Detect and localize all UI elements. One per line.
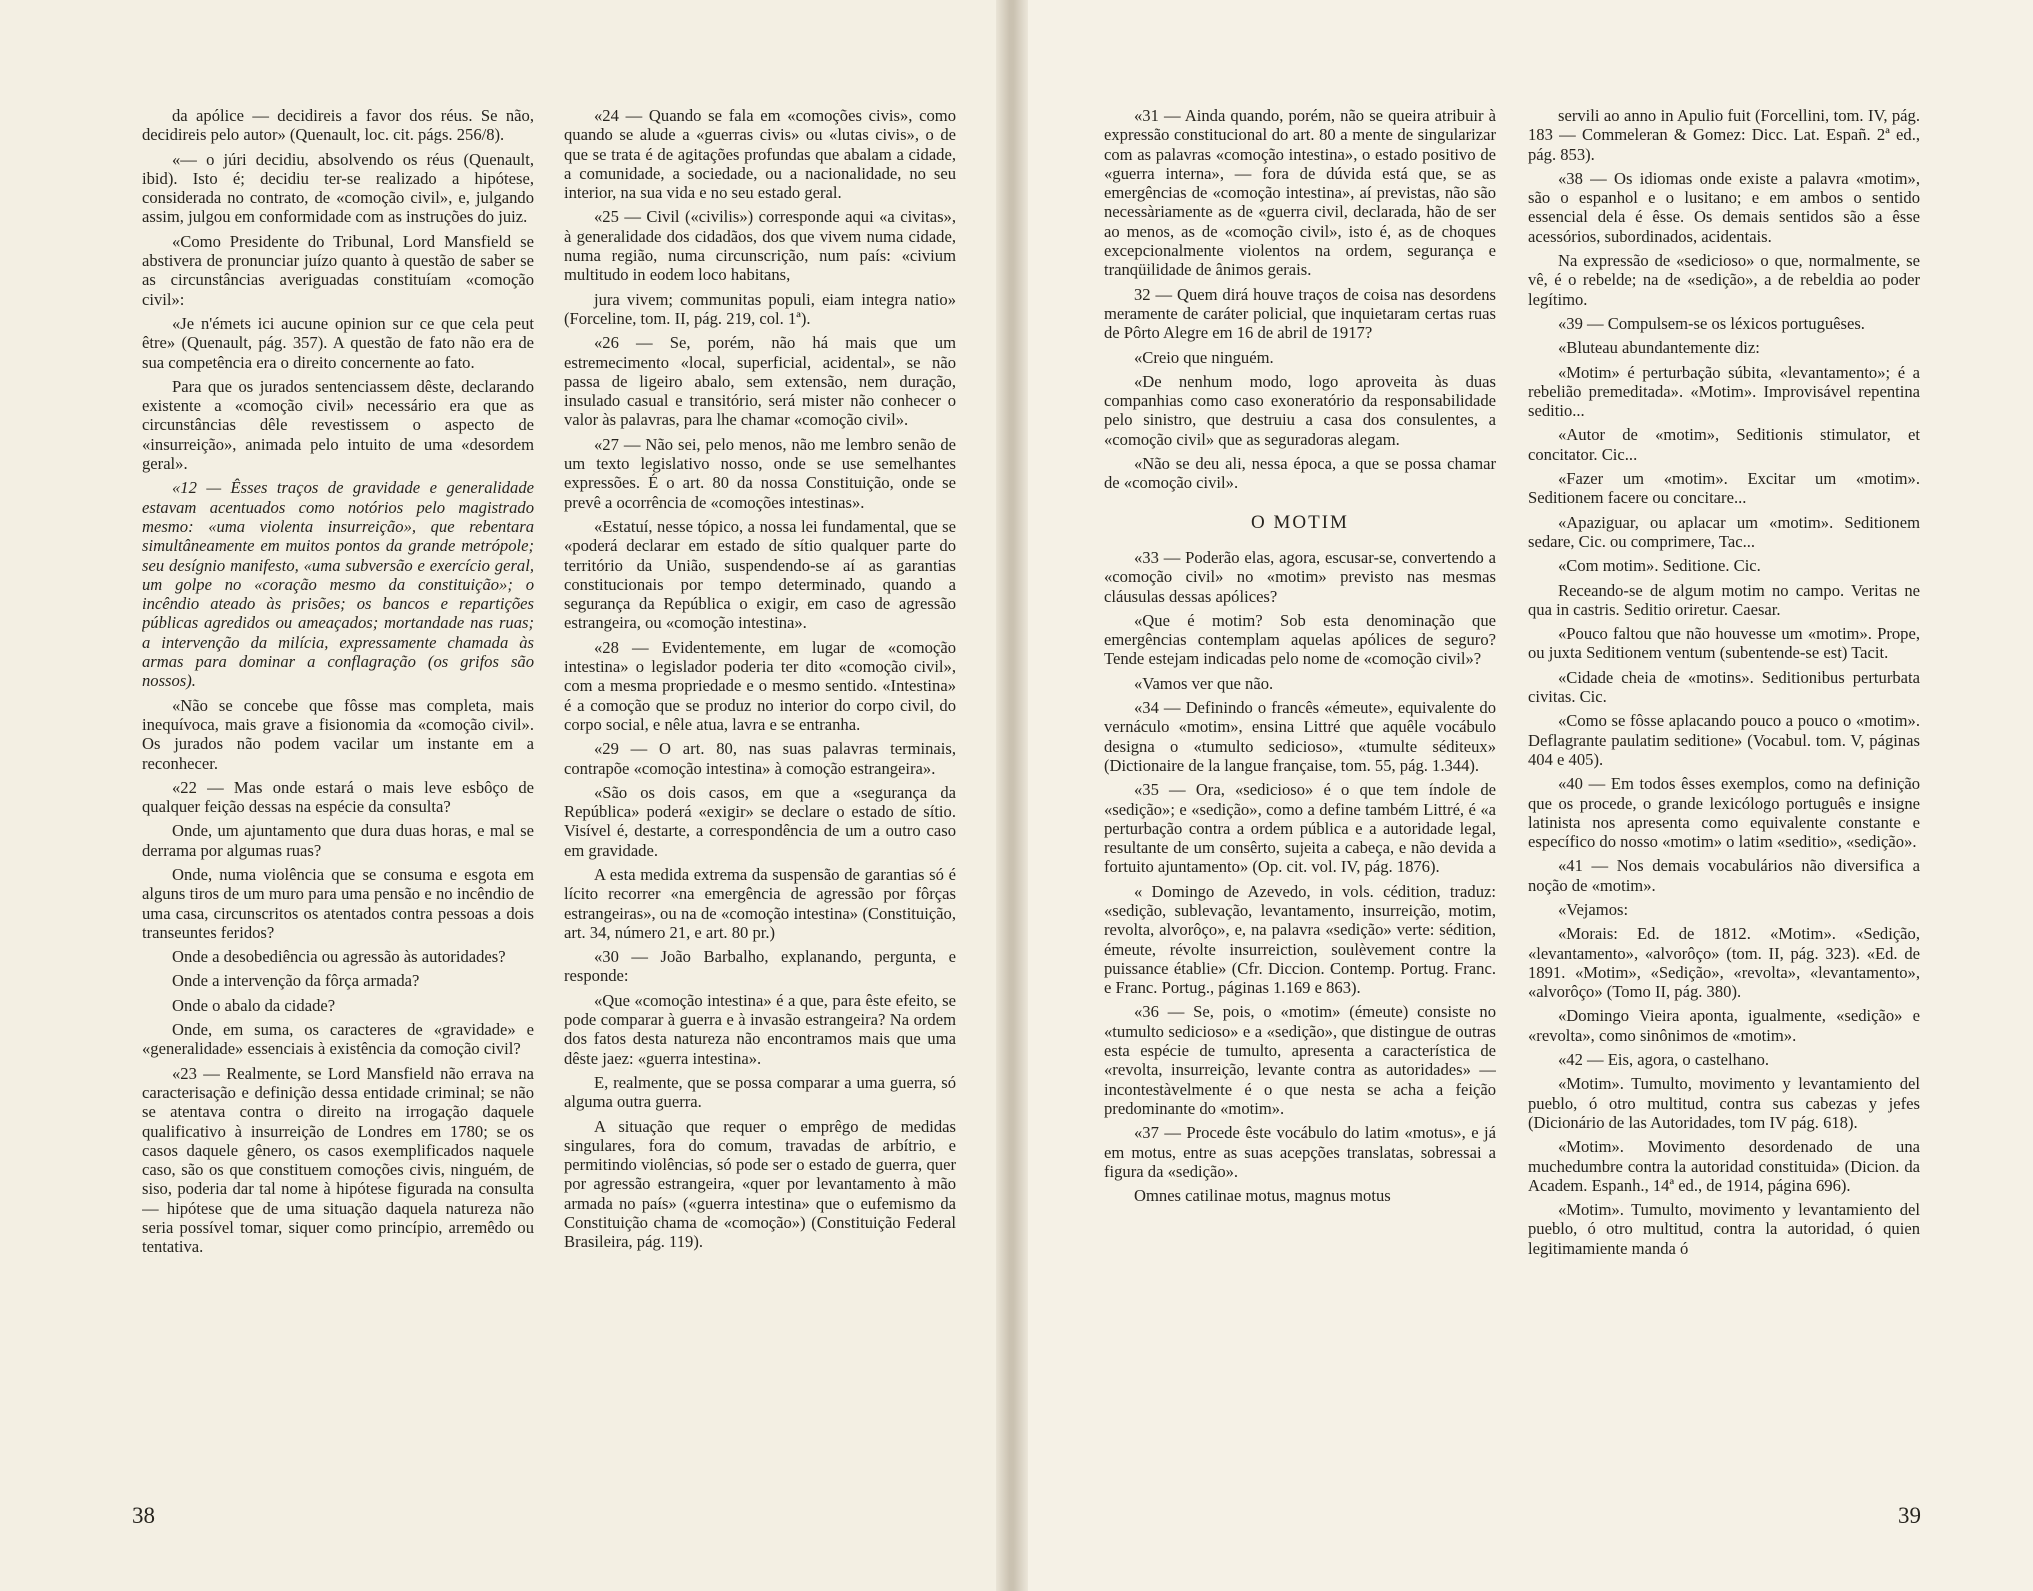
paragraph: « Domingo de Azevedo, in vols. cédition, traduz: «sedição, sublevação, levantamento, insurreição, motim, revolta, alvorôço», e, na palavra «sedição» verte: sédition, émeute, révolte insurreiction, soulèvement contre la puissance établie» (Cfr. Diccion. Contemp. Portug. Franc. e Franc. Portug., páginas 1.169 e 863). <box>1104 881 1496 998</box>
paragraph: «31 — Ainda quando, porém, não se queira atribuir à expressão constitucional do art. 80 a mente de singularizar com as palavras «comoção intestina», o estado positivo de «guerra interna», — fora de dúvida está que, se as emergências de «comoção intestina», aí previstas, não são necessàriamente as de «guerra civil, declarada, hão de ser ao menos, as de «comoção civil», isto é, as de choques excepcionalmente violentos na ordem, segurança e tranqüilidade de ânimos gerais. <box>1104 106 1496 280</box>
left-page <box>0 0 1010 1591</box>
paragraph: «40 — Em todos êsses exemplos, como na definição que os procede, o grande lexicólogo português e insigne latinista nos apresenta como equivalente constante e específico do nosso «motim» o latim «seditio», «sedição». <box>1528 774 1920 852</box>
page-number-left: 38 <box>132 1503 155 1528</box>
paragraph: «30 — João Barbalho, explanando, pergunta, e responde: <box>564 947 956 986</box>
paragraph: «Como se fôsse aplacando pouco a pouco o «motim». Deflagrante paulatim seditione» (Vocabul. tom. V, páginas 404 e 405). <box>1528 711 1920 769</box>
book-gutter <box>996 0 1028 1591</box>
column-part-before-heading <box>1104 106 1496 493</box>
paragraph: «Je n'émets ici aucune opinion sur ce que cela peut être» (Quenault, pág. 357). A questão de fato não era de sua competência era o direito concernente ao fato. <box>142 313 534 372</box>
paragraph: A esta medida extrema da suspensão de garantias só é lícito recorrer «na emergência de agressão por fôrças estrangeiras», ou na de «comoção intestina» (Constituição, art. 34, número 21, e art. 80 pr.) <box>564 864 956 942</box>
paragraph: «Cidade cheia de «motins». Seditionibus perturbata civitas. Cic. <box>1528 667 1920 707</box>
paragraph: «Que «comoção intestina» é a que, para êste efeito, se pode comparar à guerra e à invasão estrangeira? Na ordem dos fatos desta natureza não encontramos mais que uma dêste jaez: «guerra intestina». <box>564 990 956 1068</box>
paragraph: «Motim». Tumulto, movimento y levantamiento del pueblo, ó otro multitud, contra sus cabezas y jefes (Dicionário de las Autoridades, tom IV pág. 618). <box>1528 1074 1920 1132</box>
paragraph: «Estatuí, nesse tópico, a nossa lei fundamental, que se «poderá declarar em estado de sítio qualquer parte do território da União, suspendendo-se aí as garantias constitucionais por tempo determinado, quando a segurança da República o exigir, em caso de agressão estrangeira, ou «comoção intestina». <box>564 516 956 633</box>
paragraph: 32 — Quem dirá houve traços de coisa nas desordens meramente de caráter policial, que inquietaram certas ruas de Pôrto Alegre em 16 de abril de 1917? <box>1104 284 1496 343</box>
paragraph: «12 — Êsses traços de gravidade e generalidade estavam acentuados como notórios pelo magistrado mesmo: «uma violenta insurreição», que rebentara simultâneamente em muitos pontos da grande metrópole; seu desígnio manifesto, «uma subversão e exercício geral, um golpe no «coração mesmo da constituição»; o incêndio ateado às prisões; os bancos e repartições públicas agredidos ou ameaçados; mortandade nas ruas; a intervenção da milícia, expressamente chamada às armas para dominar a conflagração (os grifos são nossos). <box>142 478 534 691</box>
paragraph: «37 — Procede êste vocábulo do latim «motus», e já em motus, entre as suas acepções translatas, sobressai a figura da «sedição». <box>1104 1123 1496 1181</box>
left-page-column-2 <box>564 106 956 1506</box>
paragraph: «Fazer um «motim». Excitar um «motim». Seditionem facere ou concitare... <box>1528 469 1920 508</box>
paragraph: Onde, numa violência que se consuma e esgota em alguns tiros de um muro para uma pensão e no incêndio de uma casa, circunscritos os atentados contra pessoas a dois transeuntes feridos? <box>142 864 534 942</box>
paragraph: «Bluteau abundantemente diz: <box>1558 338 1760 358</box>
paragraph: «Vamos ver que não. <box>1134 673 1274 693</box>
column-part-after-heading <box>1104 548 1496 1206</box>
paragraph: «Creio que ninguém. <box>1134 347 1274 367</box>
section-heading: O MOTIM <box>1251 511 1349 533</box>
paragraph: «Motim» é perturbação súbita, «levantamento»; é a rebelião premeditada». «Motim». Improvisável repentina seditio... <box>1528 362 1920 421</box>
paragraph: «27 — Não sei, pelo menos, não me lembro senão de um texto legislativo nosso, onde se use semelhantes expressões. É o art. 80 da nossa Constituição, onde se prevê a ocorrência de «comoções intestinas». <box>564 434 956 512</box>
paragraph: «29 — O art. 80, nas suas palavras terminais, contrapõe «comoção intestina» à comoção estrangeira». <box>564 739 956 778</box>
paragraph: «42 — Eis, agora, o castelhano. <box>1558 1050 1770 1070</box>
paragraph: «Apaziguar, ou aplacar um «motim». Seditionem sedare, Cic. ou comprimere, Tac... <box>1528 512 1920 551</box>
paragraph: «39 — Compulsem-se os léxicos portuguêses. <box>1558 313 1865 333</box>
paragraph: E, realmente, que se possa comparar a uma guerra, só alguma outra guerra. <box>564 1072 956 1112</box>
paragraph: «Com motim». Seditione. Cic. <box>1558 556 1761 576</box>
paragraph: «33 — Poderão elas, agora, escusar-se, convertendo a «comoção civil» no «motim» previsto nas mesmas cláusulas dessas apólices? <box>1104 547 1496 606</box>
paragraph: «Pouco faltou que não houvesse um «motim». Prope, ou juxta Seditionem ventum (subentende-se est) Tacit. <box>1528 624 1920 663</box>
paragraph: «Motim». Tumulto, movimento y levantamiento del pueblo, ó otro multitud, contra la autoridad, ó quien legitimamiente manda ó <box>1528 1200 1920 1258</box>
paragraph: «Não se concebe que fôsse mas completa, mais inequívoca, mais grave a fisionomia da «comoção civil». Os jurados não podem vacilar um instante em a reconhecer. <box>142 695 534 773</box>
paragraph: «25 — Civil («civilis») corresponde aqui «a civitas», à generalidade dos cidadãos, dos que vivem numa cidade, numa região, numa circunscrição, num país: «civium multitudo in eodem loco habitans, <box>564 207 956 285</box>
paragraph: Onde, um ajuntamento que dura duas horas, e mal se derrama por algumas ruas? <box>142 821 534 860</box>
paragraph: «Como Presidente do Tribunal, Lord Mansfield se abstivera de pronunciar juízo quanto à questão de saber se as circunstâncias averiguadas constituíam «comoção civil»: <box>142 231 534 309</box>
paragraph: «Domingo Vieira aponta, igualmente, «sedição» e «revolta», como sinônimos de «motim». <box>1528 1006 1920 1045</box>
paragraph: «Motim». Movimento desordenado de una muchedumbre contra la autoridad constituida» (Dicion. da Academ. Espanh., 14ª ed., de 1914, página 696). <box>1528 1137 1920 1195</box>
paragraph: servili ao anno in Apulio fuit (Forcellini, tom. IV, pág. 183 — Commeleran & Gomez: Dicc. Lat. Españ. 2ª ed., pág. 853). <box>1528 106 1920 164</box>
paragraph: «— o júri decidiu, absolvendo os réus (Quenault, ibid). Isto é; decidiu ter-se realizado a hipótese, considerada no contrato, de «comoção civil», e, julgando assim, julgou em conformidade com as instruções do juiz. <box>142 149 534 227</box>
paragraph: «36 — Se, pois, o «motim» (émeute) consiste no «tumulto sedicioso» e a «sedição», que distingue de outras esta espécie de tumulto, apresenta a característica de «revolta, insurreição, levante contra as autoridades» — incontestàvelmente é o que nesta se acha a feição predominante do «motim». <box>1104 1002 1496 1118</box>
paragraph: «De nenhum modo, logo aproveita às duas companhias como caso exoneratório da responsabilidade pelo sinistro, que destruiu a casa dos consulentes, a «comoção civil» que as seguradoras alegam. <box>1104 371 1496 449</box>
paragraph: A situação que requer o emprêgo de medidas singulares, fora do comum, travadas de arbítrio, e permitindo violências, só pode ser o estado de guerra, quer por agressão estrangeira, «quer por levantamento à mão armada no país» («guerra intestina» que o eufemismo da Constituição chama de «comoção») (Constituição Federal Brasileira, pág. 119). <box>564 1116 956 1252</box>
paragraph: Omnes catilinae motus, magnus motus <box>1134 1186 1391 1206</box>
paragraph: Onde o abalo da cidade? <box>172 995 336 1015</box>
paragraph: Onde, em suma, os caracteres de «gravidade» e «generalidade» essenciais à existência da comoção civil? <box>142 1020 534 1059</box>
paragraph: Na expressão de «sedicioso» o que, normalmente, se vê, é o rebelde; na de «sedição», a de rebeldia ao poder legítimo. <box>1528 251 1920 309</box>
paragraph: «Autor de «motim», Seditionis stimulator, et concitator. Cic... <box>1528 425 1920 464</box>
paragraph: «Morais: Ed. de 1812. «Motim». «Sedição, «levantamento», «alvorôço» (tom. II, pág. 323). «Ed. de 1891. «Motim», «Sedição», «revolta», «levantamento», «alvorôço» (Tomo II, pág. 380). <box>1528 924 1920 1002</box>
paragraph: Onde a desobediência ou agressão às autoridades? <box>172 947 506 967</box>
paragraph: «Que é motim? Sob esta denominação que emergências contemplam aquelas apólices de seguro? Tende estejam indicadas pelo nome de «comoção civil»? <box>1104 610 1496 669</box>
paragraph: «Vejamos: <box>1558 899 1629 919</box>
paragraph: «38 — Os idiomas onde existe a palavra «motim», são o espanhol e o lusitano; e em ambos o sentido essencial dela é êsse. Os demais sentidos são a êsse acessórios, subordinados, acidentais. <box>1528 168 1920 246</box>
paragraph: Onde a intervenção da fôrça armada? <box>172 971 420 991</box>
right-page <box>1010 0 2033 1591</box>
paragraph: da apólice — decidireis a favor dos réus. Se não, decidireis pelo autor» (Quenault, loc. cit. págs. 256/8). <box>142 106 534 145</box>
paragraph: «23 — Realmente, se Lord Mansfield não errava na caracterisação e definição dessa entidade criminal; se não se atentava contra o direito na irrogação daquele qualificativo à insurreição de Londres em 1780; se os casos daquele gênero, os casos exemplificados naquele caso, são os que constituem comoções civis, ninguém, de siso, poderia dar tal nome à hipótese figurada na consulta — hipótese que de uma situação daquela natureza não seria possível tomar, siquer como princípio, arremêdo ou tentativa. <box>142 1063 534 1257</box>
paragraph: jura vivem; communitas populi, eiam integra natio» (Forceline, tom. II, pág. 219, col. 1ª). <box>564 289 956 328</box>
left-page-column-1 <box>142 106 534 1506</box>
paragraph: «Não se deu ali, nessa época, a que se possa chamar de «comoção civil». <box>1104 454 1496 493</box>
paragraph: Receando-se de algum motim no campo. Veritas ne qua in castris. Seditio oriretur. Caesar. <box>1528 580 1920 619</box>
page-number-right: 39 <box>1898 1503 1921 1528</box>
paragraph: «34 — Definindo o francês «émeute», equivalente do vernáculo «motim», ensina Littré que aquêle vocábulo designa o «tumulto sedicioso», «tumulte séditeux» (Dictionaire de la langue française, tom. 55, pág. 1.344). <box>1104 698 1496 775</box>
paragraph: «26 — Se, porém, não há mais que um estremecimento «local, superficial, acidental», se não passa de ligeiro abalo, sem extensão, nem duração, insulado casual e transitório, será mister não conhecer o valor às palavras, para lhe chamar «comoção civil». <box>564 333 956 430</box>
right-page-column-2 <box>1528 106 1920 1506</box>
paragraph: «São os dois casos, em que a «segurança da República» poderá «exigir» se declare o estado de sítio. Visível é, destarte, a correspondência de um a outro caso em gravidade. <box>564 782 956 860</box>
paragraph: «28 — Evidentemente, em lugar de «comoção intestina» o legislador poderia ter dito «comoção civil», com a mesma propriedade e o mesmo sentido. «Intestina» é a comoção que se produz no interior do corpo civil, do corpo social, e nêle atua, lavra e se entranha. <box>564 637 956 734</box>
paragraph: Para que os jurados sentenciassem dêste, declarando existente a «comoção civil» necessário era que as circunstâncias dêle revestissem o aspecto de «insurreição», animada pelo intuito de uma «desordem geral». <box>142 376 534 474</box>
paragraph: «41 — Nos demais vocabulários não diversifica a noção de «motim». <box>1528 856 1920 895</box>
paragraph: «35 — Ora, «sedicioso» é o que tem índole de «sedição»; e «sedição», como a define também Littré, é «a perturbação contra a ordem pública e a autoridade legal, resultante de um consêrto, sujeita a cabeça, e não devida a fortuito ajuntamento» (Op. cit. vol. IV, pág. 1876). <box>1104 780 1496 877</box>
paragraph: «24 — Quando se fala em «comoções civis», como quando se alude a «guerras civis» ou «lutas civis», o de que se trata é de agitações profundas que abalam a cidade, a comunidade, a sociedade, ou a nacionalidade, no seu interior, na sua vida e no seu estado geral. <box>564 106 956 203</box>
right-page-column-1 <box>1104 106 1496 1506</box>
paragraph: «22 — Mas onde estará o mais leve esbôço de qualquer feição dessas na espécie da consulta? <box>142 777 534 817</box>
